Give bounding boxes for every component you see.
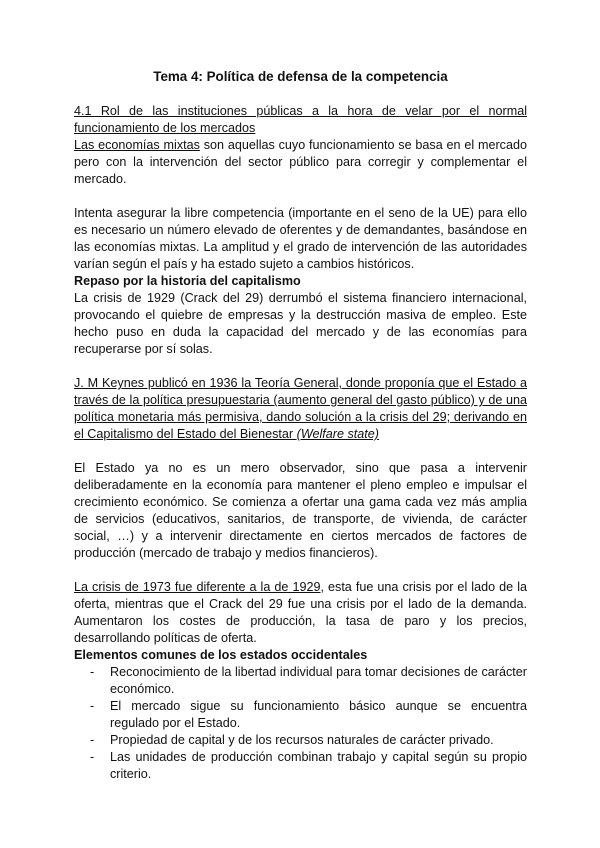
keynes-text: J. M Keynes publicó en 1936 la Teoría General, donde proponía que el Estado a través de la política presupuestaria (aumento general del gasto público) y de una política monetaria más permisiva, dando solución a la crisis del 29; derivando en el Capitalismo del Estado del Bienestar [74,376,527,441]
paragraph-libre-competencia: Intenta asegurar la libre competencia (importante en el seno de la UE) para ello es necesario un número elevado de oferentes y de demandantes, basándose en las economías mixtas. La amplitud y el grado de intervención de las autoridades varían según el país y ha estado sujeto a cambios históricos. [74,206,527,271]
history-heading: Repaso por la historia del capitalismo [74,274,301,288]
list-item: - Las unidades de producción combinan trabajo y capital según su propio criterio. [74,749,527,783]
document-page [74,68,527,783]
paragraph-keynes [74,375,527,443]
list-item: - Reconocimiento de la libertad individual para tomar decisiones de carácter económico. [74,664,527,698]
elements-list [74,664,527,783]
keynes-italic: (Welfare state) [296,427,379,441]
section-heading: 4.1 Rol de las instituciones públicas a la hora de velar por el normal funcionamiento de los mercados [74,104,527,135]
document-title: Tema 4: Política de defensa de la competencia [153,69,448,84]
list-item: - Propiedad de capital y de los recursos naturales de carácter privado. [74,732,527,749]
paragraph-economias-mixtas [74,137,527,188]
crisis-1973-text: , esta fue una crisis por el lado de la oferta, mientras que el Crack del 29 fue una crisis por el lado de la demanda. Aumentaron los costes de producción, la tasa de paro y los precios, desarrollando políticas de oferta. [74,580,527,645]
paragraph-crisis-1973 [74,579,527,647]
crisis-1973-underlined: La crisis de 1973 fue diferente a la de 1929 [74,580,321,594]
paragraph-crisis-1929: La crisis de 1929 (Crack del 29) derrumbó el sistema financiero internacional, provocando el quiebre de empresas y la destrucción masiva de empleo. Este hecho puso en duda la capacidad del mercado y de las economías para recuperarse por sí solas. [74,291,527,356]
elements-heading: Elementos comunes de los estados occidentales [74,648,368,662]
paragraph-text: son aquellas cuyo funcionamiento se basa en el mercado pero con la intervención del sector público para corregir y complementar el mercado. [74,138,527,186]
list-item: - El mercado sigue su funcionamiento básico aunque se encuentra regulado por el Estado. [74,698,527,732]
paragraph-estado-interviene: El Estado ya no es un mero observador, sino que pasa a intervenir deliberadamente en la economía para mantener el pleno empleo e impulsar el crecimiento económico. Se comienza a ofertar una gama cada vez más amplia de servicios (educativos, sanitarios, de transporte, de vivienda, de carácter social, …) y a intervenir directamente en ciertos mercados de factores de producción (mercado de trabajo y medios financieros). [74,461,527,560]
term-economias-mixtas: Las economías mixtas [74,138,200,152]
